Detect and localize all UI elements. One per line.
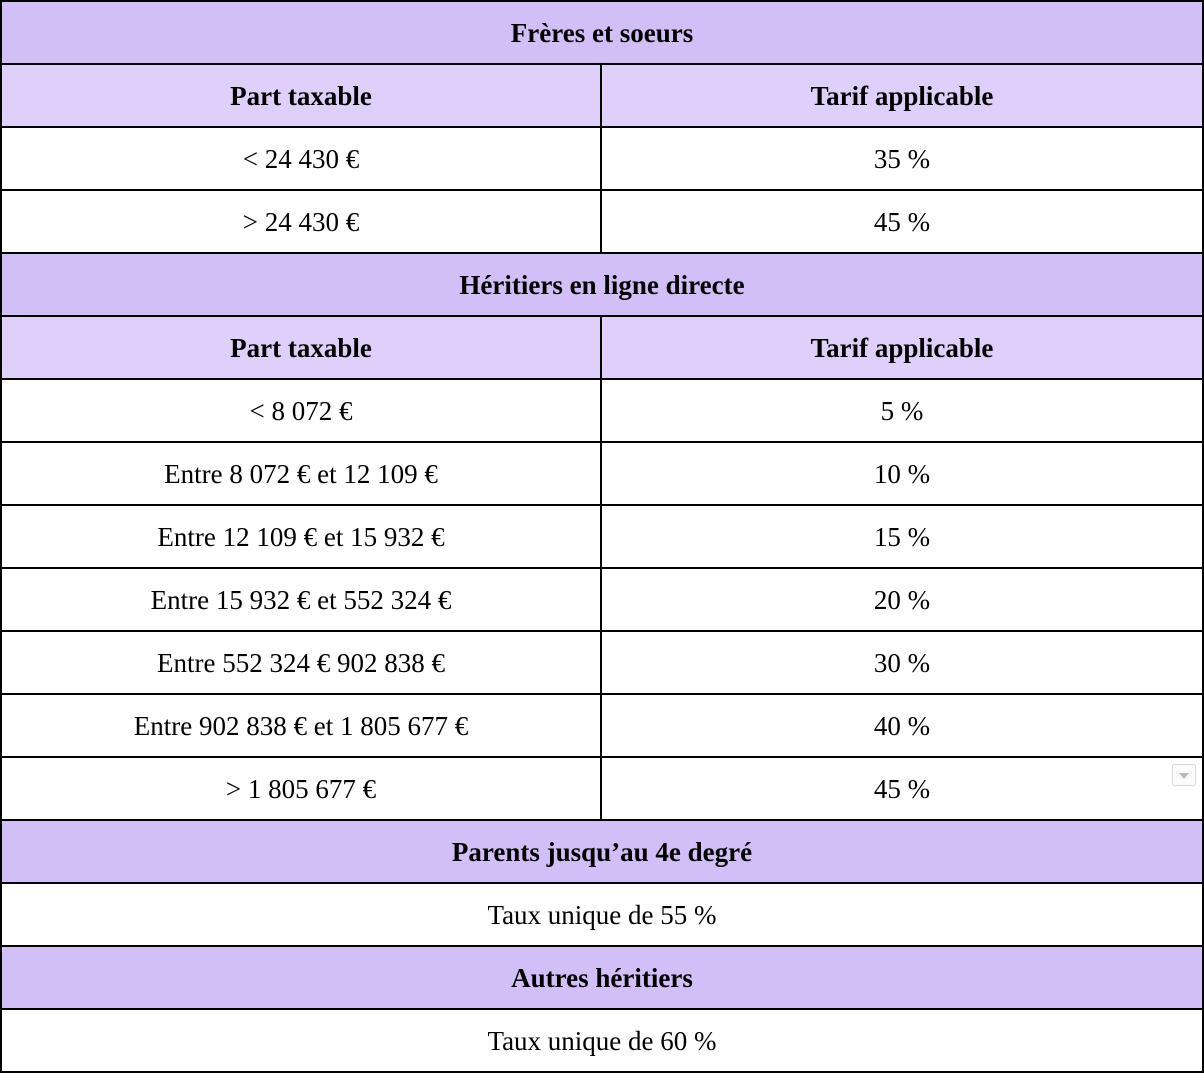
tarif-value: 45 %: [873, 773, 931, 804]
part-taxable-cell: < 8 072 €: [1, 379, 601, 442]
table-row: [1, 379, 1203, 442]
column-header-tarif-applicable: Tarif applicable: [601, 64, 1203, 127]
tarif-cell: 40 %: [601, 694, 1203, 757]
taux-unique-cell: Taux unique de 55 %: [1, 883, 1203, 946]
tarif-cell: 45 %: [601, 190, 1203, 253]
part-taxable-cell: Entre 8 072 € et 12 109 €: [1, 442, 601, 505]
part-taxable-cell: Entre 12 109 € et 15 932 €: [1, 505, 601, 568]
part-taxable-cell: < 24 430 €: [1, 127, 601, 190]
section-row-parents-4e-degre: [1, 820, 1203, 883]
tarif-cell: 35 %: [601, 127, 1203, 190]
section-title-ligne-directe: Héritiers en ligne directe: [1, 253, 1203, 316]
table-row: [1, 883, 1203, 946]
table-row: [1, 127, 1203, 190]
column-header-part-taxable: Part taxable: [1, 316, 601, 379]
chevron-down-icon[interactable]: [1172, 764, 1196, 786]
part-taxable-cell: > 24 430 €: [1, 190, 601, 253]
table-row: [1, 442, 1203, 505]
section-title-parents-4e-degre: Parents jusqu’au 4e degré: [1, 820, 1203, 883]
table-row: [1, 568, 1203, 631]
table-row: [1, 631, 1203, 694]
column-header-part-taxable: Part taxable: [1, 64, 601, 127]
column-header-row: [1, 316, 1203, 379]
tarif-cell-with-toggle: [601, 757, 1203, 820]
section-title-freres-soeurs: Frères et soeurs: [1, 1, 1203, 64]
part-taxable-cell: Entre 15 932 € et 552 324 €: [1, 568, 601, 631]
section-row-ligne-directe: [1, 253, 1203, 316]
part-taxable-cell: Entre 552 324 € 902 838 €: [1, 631, 601, 694]
table-row: [1, 757, 1203, 820]
table-row: [1, 694, 1203, 757]
tarif-cell: 10 %: [601, 442, 1203, 505]
tarif-cell: 5 %: [601, 379, 1203, 442]
taux-unique-cell: Taux unique de 60 %: [1, 1009, 1203, 1072]
tarif-cell: 15 %: [601, 505, 1203, 568]
column-header-tarif-applicable: Tarif applicable: [601, 316, 1203, 379]
section-row-freres-soeurs: [1, 1, 1203, 64]
tarif-cell: 20 %: [601, 568, 1203, 631]
part-taxable-cell: Entre 902 838 € et 1 805 677 €: [1, 694, 601, 757]
table-row: [1, 505, 1203, 568]
section-title-autres-heritiers: Autres héritiers: [1, 946, 1203, 1009]
tarif-cell: 30 %: [601, 631, 1203, 694]
section-row-autres-heritiers: [1, 946, 1203, 1009]
table-row: [1, 190, 1203, 253]
table-row: [1, 1009, 1203, 1072]
part-taxable-cell: > 1 805 677 €: [1, 757, 601, 820]
column-header-row: [1, 64, 1203, 127]
